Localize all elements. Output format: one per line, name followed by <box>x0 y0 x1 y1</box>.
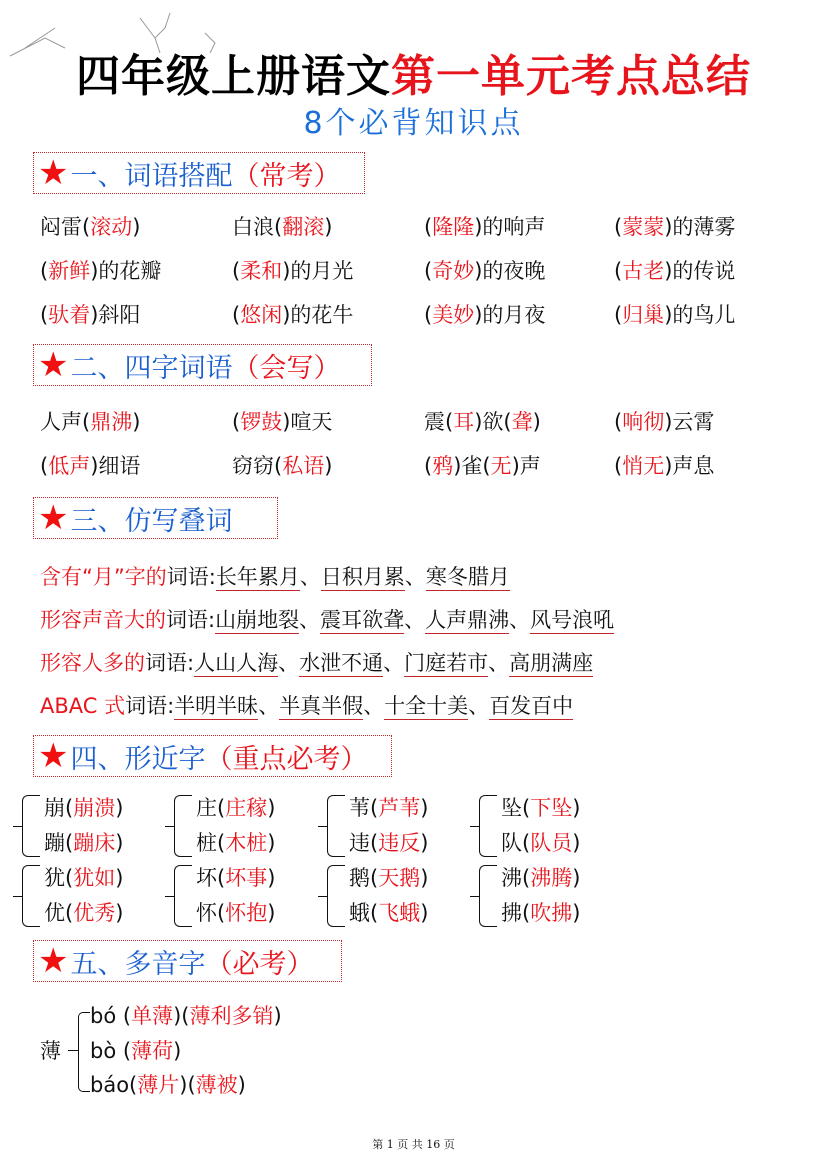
char-row: 拂(吹拂) <box>501 901 581 925</box>
section-tag: （重点必考） <box>205 743 368 775</box>
idiom: 寒冬腊月 <box>425 565 510 589</box>
answer-text: 驮着 <box>48 303 91 327</box>
word-item <box>40 211 140 241</box>
prompt-text: 震( <box>424 410 454 434</box>
char: 桩 <box>196 831 217 855</box>
char: 坏 <box>196 866 217 890</box>
word-item <box>232 255 353 285</box>
char-row: 庄(庄稼) <box>196 796 276 820</box>
char: 拂 <box>501 901 522 925</box>
idiom: 十全十美 <box>384 694 469 718</box>
example-word: 违反 <box>378 831 421 855</box>
answer-text: 新鲜 <box>48 259 91 283</box>
char: 鹅 <box>349 866 370 890</box>
prompt-text: ) <box>132 215 141 239</box>
brace-icon <box>479 865 497 927</box>
char-row: 坏(坏事) <box>196 866 276 890</box>
char-row: 犹(犹如) <box>44 866 124 890</box>
category-suffix: 词语: <box>166 565 216 589</box>
prompt-text: )云霄 <box>664 410 715 434</box>
answer-text: 响彻 <box>622 410 665 434</box>
section-header <box>33 497 278 539</box>
prompt-text: )斜阳 <box>90 303 141 327</box>
prompt-text: ( <box>424 215 433 239</box>
char-row: 违(违反) <box>349 831 429 855</box>
prompt-text: 窃窃( <box>232 454 283 478</box>
char-row: 坠(下坠) <box>501 796 581 820</box>
prompt-text: ( <box>40 454 49 478</box>
word-item <box>424 406 541 436</box>
category-label: 形容声音大的 <box>40 608 166 632</box>
brace-tick <box>68 1050 78 1051</box>
title-red: 第一单元考点总结 <box>391 51 751 102</box>
char-row: 蛾(飞蛾) <box>349 901 429 925</box>
example-word: 优秀 <box>73 901 116 925</box>
idiom: 人山人海 <box>194 651 279 675</box>
prompt-text: ) <box>532 410 541 434</box>
char: 怀 <box>196 901 217 925</box>
star-icon: ★ <box>38 736 69 776</box>
example-word: 队员 <box>530 831 573 855</box>
char-pair <box>501 861 580 931</box>
answer-text: 蒙蒙 <box>622 215 665 239</box>
similar-char-group <box>22 791 123 861</box>
char: 蹦 <box>44 831 65 855</box>
word-item <box>40 255 161 285</box>
idiom: 人声鼎沸 <box>425 608 510 632</box>
prompt-text: 人声( <box>40 410 91 434</box>
idiom: 震耳欲聋 <box>320 608 405 632</box>
char-row: 鹅(天鹅) <box>349 866 429 890</box>
word-item <box>232 450 332 480</box>
char: 崩 <box>44 796 65 820</box>
answer-text: 古老 <box>622 259 665 283</box>
char: 庄 <box>196 796 217 820</box>
idiom: 山崩地裂 <box>215 608 300 632</box>
char: 蛾 <box>349 901 370 925</box>
example-word: 崩溃 <box>73 796 116 820</box>
section-header <box>33 940 342 982</box>
prompt-text: )的响声 <box>474 215 546 239</box>
brace-icon <box>174 795 192 857</box>
example-word: 薄荷 <box>131 1039 174 1063</box>
prompt-text: ( <box>424 303 433 327</box>
idiom: 门庭若市 <box>404 651 489 675</box>
imitation-line: 形容人多的词语:人山人海、水泄不通、门庭若市、高朋满座 <box>40 651 594 675</box>
prompt-text: )欲( <box>474 410 512 434</box>
answer-text: 私语 <box>282 454 325 478</box>
star-icon: ★ <box>38 498 69 538</box>
example-word: 飞蛾 <box>378 901 421 925</box>
pinyin: bò <box>90 1039 123 1063</box>
example-word: 蹦床 <box>73 831 116 855</box>
char: 坠 <box>501 796 522 820</box>
similar-char-group <box>327 791 428 861</box>
idiom: 水泄不通 <box>299 651 384 675</box>
word-item <box>424 255 545 285</box>
answer-text: 鸦 <box>432 454 454 478</box>
char-row: 怀(怀抱) <box>196 901 276 925</box>
brace-icon <box>78 1012 90 1092</box>
section-header <box>33 735 392 777</box>
char-row: 桩(木桩) <box>196 831 276 855</box>
answer-text: 隆隆 <box>432 215 475 239</box>
prompt-text: )细语 <box>90 454 141 478</box>
word-item <box>614 450 714 480</box>
word-item <box>40 450 140 480</box>
char: 沸 <box>501 866 522 890</box>
reading-line: bó (单薄)(薄利多销) <box>90 1004 282 1028</box>
word-item <box>614 406 714 436</box>
imitation-line: ABAC 式词语:半明半昧、半真半假、十全十美、百发百中 <box>40 694 574 718</box>
word-item <box>614 211 735 241</box>
answer-text: 翻滚 <box>282 215 325 239</box>
page-title <box>0 40 827 104</box>
prompt-text: )喧天 <box>282 410 333 434</box>
answer-text: 无 <box>490 454 512 478</box>
title-black: 四年级上册语文 <box>76 51 391 102</box>
section-tag: （会写） <box>232 352 341 384</box>
idiom: 半真半假 <box>279 694 364 718</box>
idiom: 日积月累 <box>320 565 405 589</box>
star-icon: ★ <box>38 941 69 981</box>
idiom: 高朋满座 <box>509 651 594 675</box>
prompt-text: ( <box>424 454 433 478</box>
section-title: 五、多音字 <box>70 948 206 980</box>
example-word: 吹拂 <box>530 901 573 925</box>
prompt-text: ( <box>614 259 623 283</box>
polyphone-char: 薄 <box>40 1039 61 1063</box>
idiom: 风号浪吼 <box>530 608 615 632</box>
section-title: 三、仿写叠词 <box>70 505 233 537</box>
answer-text: 悠闲 <box>240 303 283 327</box>
char-pair <box>501 791 580 861</box>
char: 队 <box>501 831 522 855</box>
section-title: 二、四字词语 <box>70 352 233 384</box>
example-word: 坏事 <box>225 866 268 890</box>
char-pair <box>44 861 123 931</box>
brace-icon <box>327 865 345 927</box>
prompt-text: )的鸟儿 <box>664 303 736 327</box>
word-item <box>232 211 332 241</box>
char: 违 <box>349 831 370 855</box>
similar-char-group <box>174 861 275 931</box>
section-header <box>33 344 372 386</box>
example-word: 芦苇 <box>378 796 421 820</box>
char-row: 崩(崩溃) <box>44 796 124 820</box>
char-row: 优(优秀) <box>44 901 124 925</box>
char-row: 苇(芦苇) <box>349 796 429 820</box>
answer-text: 悄无 <box>622 454 665 478</box>
prompt-text: )的花牛 <box>282 303 354 327</box>
word-item <box>614 255 735 285</box>
brace-icon <box>22 865 40 927</box>
prompt-text: )声息 <box>664 454 715 478</box>
similar-char-group <box>479 791 580 861</box>
idiom: 半明半昧 <box>174 694 259 718</box>
similar-char-group <box>479 861 580 931</box>
section-tag: （常考） <box>232 160 341 192</box>
brace-icon <box>327 795 345 857</box>
pinyin: bó <box>90 1004 123 1028</box>
page-number: 第 1 页 共 16 页 <box>372 1138 455 1151</box>
char: 优 <box>44 901 65 925</box>
prompt-text: )的传说 <box>664 259 736 283</box>
prompt-text: ( <box>232 410 241 434</box>
word-item <box>424 450 541 480</box>
reading-line: báo(薄片)(薄被) <box>90 1073 246 1097</box>
example-word: 庄稼 <box>225 796 268 820</box>
prompt-text: )声 <box>511 454 541 478</box>
char-pair <box>349 861 428 931</box>
word-item <box>40 299 140 329</box>
category-suffix: 词语: <box>145 651 195 675</box>
answer-text: 耳 <box>453 410 475 434</box>
similar-char-group <box>22 861 123 931</box>
prompt-text: )的夜晚 <box>474 259 546 283</box>
example-word: 下坠 <box>530 796 573 820</box>
answer-text: 归巢 <box>622 303 665 327</box>
prompt-text: ( <box>232 303 241 327</box>
answer-text: 低声 <box>48 454 91 478</box>
answer-text: 鼎沸 <box>90 410 133 434</box>
prompt-text: )雀( <box>453 454 491 478</box>
prompt-text: ( <box>424 259 433 283</box>
example-word: 沸腾 <box>530 866 573 890</box>
char-row: 蹦(蹦床) <box>44 831 124 855</box>
page-subtitle: 8个必背知识点 <box>303 106 524 141</box>
example-word: 木桩 <box>225 831 268 855</box>
brace-icon <box>479 795 497 857</box>
prompt-text: )的薄雾 <box>664 215 736 239</box>
category-suffix: 词语: <box>125 694 175 718</box>
word-item <box>232 299 353 329</box>
prompt-text: ( <box>614 454 623 478</box>
example-word: 天鹅 <box>378 866 421 890</box>
idiom: 百发百中 <box>489 694 574 718</box>
char: 苇 <box>349 796 370 820</box>
word-item <box>614 299 735 329</box>
prompt-text: ( <box>40 303 49 327</box>
category-suffix: 词语: <box>166 608 216 632</box>
brace-icon <box>22 795 40 857</box>
category-label: 形容人多的 <box>40 651 145 675</box>
category-label: ABAC 式 <box>40 694 126 718</box>
prompt-text: ( <box>614 303 623 327</box>
answer-text: 聋 <box>511 410 533 434</box>
prompt-text: ( <box>614 410 623 434</box>
example-word: 薄利多销 <box>189 1004 274 1028</box>
word-item <box>40 406 140 436</box>
reading-line: bò (薄荷) <box>90 1039 182 1063</box>
char-pair <box>196 791 275 861</box>
word-item <box>232 406 332 436</box>
example-word: 薄被 <box>195 1073 238 1097</box>
char-row: 沸(沸腾) <box>501 866 581 890</box>
section-title: 一、词语搭配 <box>70 160 233 192</box>
word-item <box>424 299 545 329</box>
example-word: 单薄 <box>131 1004 174 1028</box>
char: 犹 <box>44 866 65 890</box>
star-icon: ★ <box>38 345 69 385</box>
prompt-text: ) <box>324 454 333 478</box>
answer-text: 柔和 <box>240 259 283 283</box>
answer-text: 美妙 <box>432 303 475 327</box>
brace-icon <box>174 865 192 927</box>
example-word: 薄片 <box>137 1073 180 1097</box>
char-pair <box>44 791 123 861</box>
star-icon: ★ <box>38 153 69 193</box>
example-word: 怀抱 <box>225 901 268 925</box>
prompt-text: ) <box>324 215 333 239</box>
prompt-text: 闷雷( <box>40 215 91 239</box>
prompt-text: )的月光 <box>282 259 354 283</box>
prompt-text: ( <box>40 259 49 283</box>
pinyin: báo <box>90 1073 130 1097</box>
prompt-text: )的花瓣 <box>90 259 162 283</box>
prompt-text: )的月夜 <box>474 303 546 327</box>
prompt-text: 白浪( <box>232 215 283 239</box>
prompt-text: ( <box>614 215 623 239</box>
section-title: 四、形近字 <box>70 743 206 775</box>
answer-text: 锣鼓 <box>240 410 283 434</box>
answer-text: 奇妙 <box>432 259 475 283</box>
section-header <box>33 152 365 194</box>
answer-text: 滚动 <box>90 215 133 239</box>
example-word: 犹如 <box>73 866 116 890</box>
char-pair <box>349 791 428 861</box>
imitation-line: 含有“月”字的词语:长年累月、日积月累、寒冬腊月 <box>40 565 510 589</box>
word-item <box>424 211 545 241</box>
prompt-text: ( <box>232 259 241 283</box>
imitation-line: 形容声音大的词语:山崩地裂、震耳欲聋、人声鼎沸、风号浪吼 <box>40 608 615 632</box>
char-row: 队(队员) <box>501 831 581 855</box>
section-tag: （必考） <box>205 948 314 980</box>
similar-char-group <box>327 861 428 931</box>
category-label: 含有“月”字的 <box>40 565 167 589</box>
char-pair <box>196 861 275 931</box>
prompt-text: ) <box>132 410 141 434</box>
idiom: 长年累月 <box>215 565 300 589</box>
similar-char-group <box>174 791 275 861</box>
